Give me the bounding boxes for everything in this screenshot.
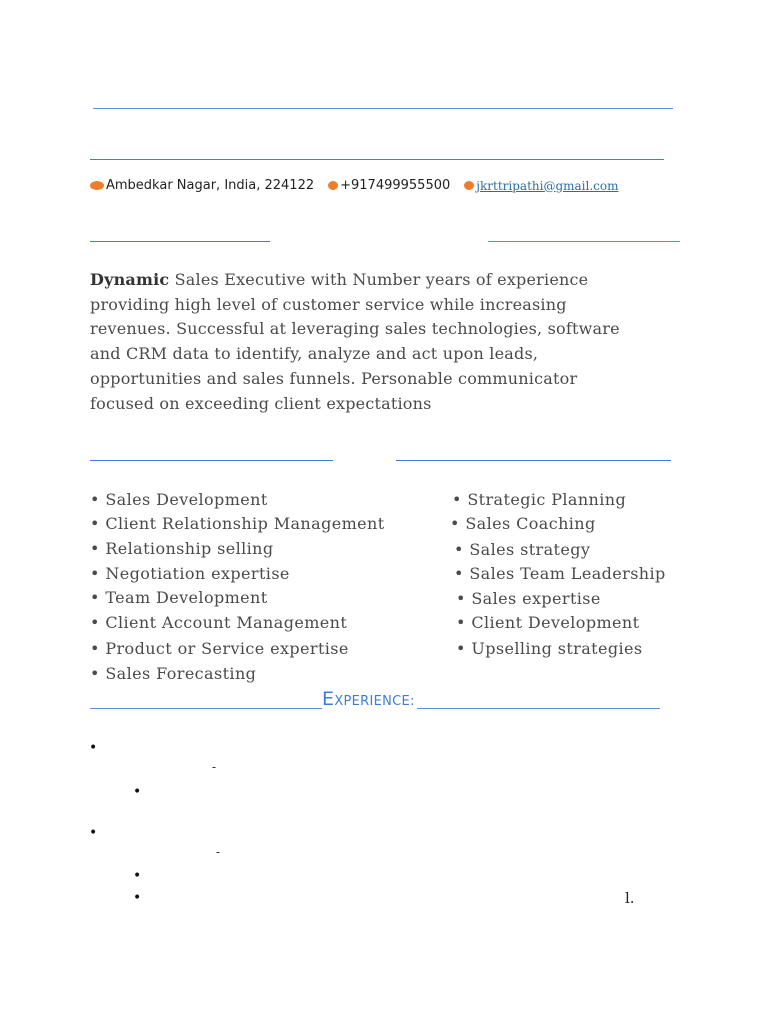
- summary-lead: Dynamic: [90, 270, 170, 289]
- header-rule-top: [93, 108, 673, 109]
- skill-item: • Product or Service expertise: [90, 639, 349, 658]
- skill-item: • Sales Forecasting: [90, 664, 257, 683]
- experience-rule-left: [90, 708, 322, 709]
- experience-heading-rest: XPERIENCE:: [334, 694, 415, 709]
- skill-item: • Sales strategy: [454, 540, 591, 559]
- experience-dash: -: [212, 760, 217, 774]
- summary-rule-left: [90, 241, 270, 242]
- contact-phone: +917499955500: [340, 178, 451, 193]
- location-icon: [90, 181, 104, 190]
- professional-summary: [90, 268, 650, 416]
- experience-dash: -: [216, 845, 221, 859]
- header-rule-name: [90, 159, 664, 160]
- summary-line: opportunities and sales funnels. Personable communicator: [90, 368, 578, 388]
- skills-rule-left: [90, 460, 333, 461]
- skill-item: • Relationship selling: [90, 539, 274, 558]
- experience-sub-bullet: •: [133, 868, 142, 884]
- skill-item: • Team Development: [90, 588, 268, 607]
- summary-rule-right: [488, 241, 680, 242]
- skill-item: • Sales Coaching: [450, 514, 596, 533]
- summary-line: focused on exceeding client expectations: [90, 393, 432, 413]
- skill-item: • Upselling strategies: [456, 639, 643, 658]
- summary-line: Dynamic Sales Executive with Number years of experience: [90, 270, 589, 289]
- experience-trailing-text: l.: [625, 889, 635, 907]
- experience-heading-initial: E: [322, 688, 335, 710]
- skill-item: • Client Development: [456, 613, 640, 632]
- contact-email-link[interactable]: jkrttripathi@gmail.com: [476, 178, 619, 193]
- summary-line: providing high level of customer service while increasing: [90, 294, 567, 314]
- experience-bullet: •: [89, 740, 98, 756]
- experience-rule-right: [417, 708, 660, 709]
- skill-item: • Strategic Planning: [452, 490, 627, 509]
- skill-item: • Sales Team Leadership: [454, 564, 666, 583]
- skill-item: • Client Relationship Management: [90, 514, 385, 533]
- summary-line: revenues. Successful at leveraging sales technologies, software: [90, 319, 620, 339]
- skills-rule-right: [396, 460, 671, 461]
- email-icon: [464, 181, 474, 190]
- experience-bullet: •: [89, 825, 98, 841]
- phone-icon: [328, 181, 338, 190]
- experience-heading: [322, 688, 415, 710]
- skill-item: • Negotiation expertise: [90, 564, 290, 583]
- skill-item: • Sales expertise: [456, 589, 601, 608]
- skill-item: • Client Account Management: [90, 613, 348, 632]
- contact-location: Ambedkar Nagar, India, 224122: [106, 178, 315, 193]
- experience-sub-bullet: •: [133, 784, 142, 800]
- skill-item: • Sales Development: [90, 490, 268, 509]
- experience-sub-bullet: •: [133, 890, 142, 906]
- summary-line: and CRM data to identify, analyze and act upon leads,: [90, 344, 539, 364]
- contact-line: [90, 178, 618, 193]
